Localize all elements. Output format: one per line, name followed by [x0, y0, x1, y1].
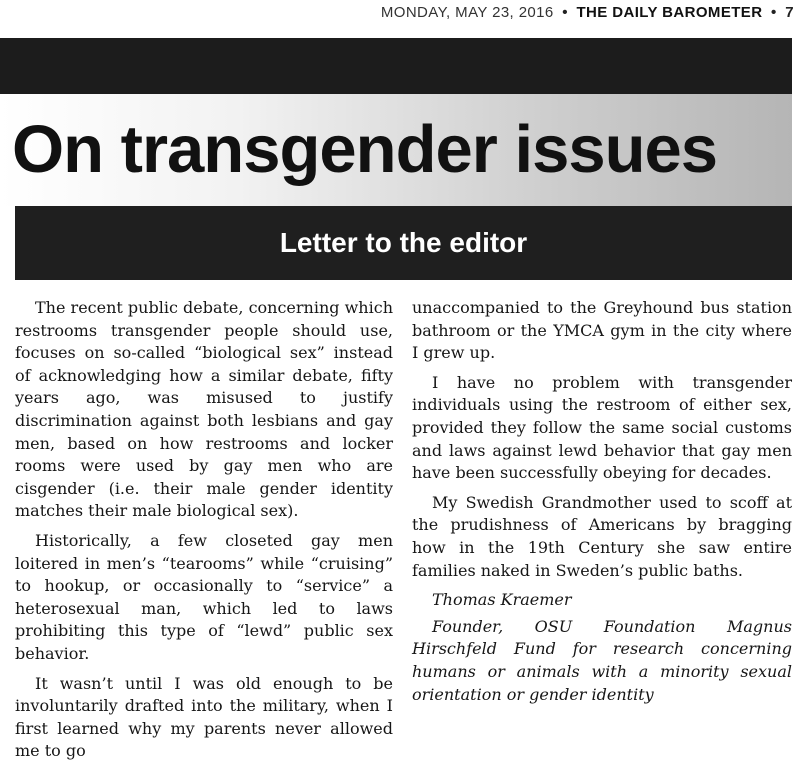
article-paragraph: The recent public debate, concerning which restrooms transgender people should use, focuses on so-called “biological sex” instead of acknowledging how a similar debate, fifty years ago, was misused to justify discrimination against both lesbians and gay men, based on how restrooms and locker rooms were used by gay men who are cisgender (i.e. their male gender identity matches their male biological sex).: [15, 298, 393, 521]
header-separator: •: [562, 4, 568, 21]
author-title: Founder, OSU Foundation Magnus Hirschfeld Fund for research concerning humans or animals with a minority sexual orientation or gender identity: [412, 616, 792, 704]
article-paragraph: unaccompanied to the Greyhound bus station bathroom or the YMCA gym in the city where I grew up.: [412, 298, 792, 363]
article-paragraph: It wasn’t until I was old enough to be involuntarily drafted into the military, when I first learned why my parents never allowed me to go: [15, 673, 393, 761]
paper-name: THE DAILY BAROMETER: [576, 4, 763, 21]
issue-date: MONDAY, MAY 23, 2016: [380, 4, 554, 21]
page-header: [0, 4, 794, 21]
article-subhead: Letter to the editor: [279, 227, 528, 258]
article-paragraph: My Swedish Grandmother used to scoff at the prudishness of Americans by bragging how in the 19th Century she saw entire families naked in Sweden’s public baths.: [412, 492, 792, 580]
header-separator: •: [771, 4, 777, 21]
article-headline: On transgender issues: [12, 112, 718, 187]
page-number: 7: [785, 4, 794, 21]
article-column-right: [412, 297, 792, 706]
article-column-left: [15, 297, 393, 770]
author-name: Thomas Kraemer: [432, 590, 572, 610]
top-black-bar: [0, 38, 792, 94]
article-paragraph: Historically, a few closeted gay men loitered in men’s “tearooms” while “cruising” to hookup, or occasionally to “service” a heterosexual man, which led to laws prohibiting this type of “lewd” public sex behavior.: [15, 530, 393, 663]
article-paragraph: I have no problem with transgender individuals using the restroom of either sex, provided they follow the same social customs and laws against lewd behavior that gay men have been successfully obeying for decades.: [412, 372, 792, 483]
